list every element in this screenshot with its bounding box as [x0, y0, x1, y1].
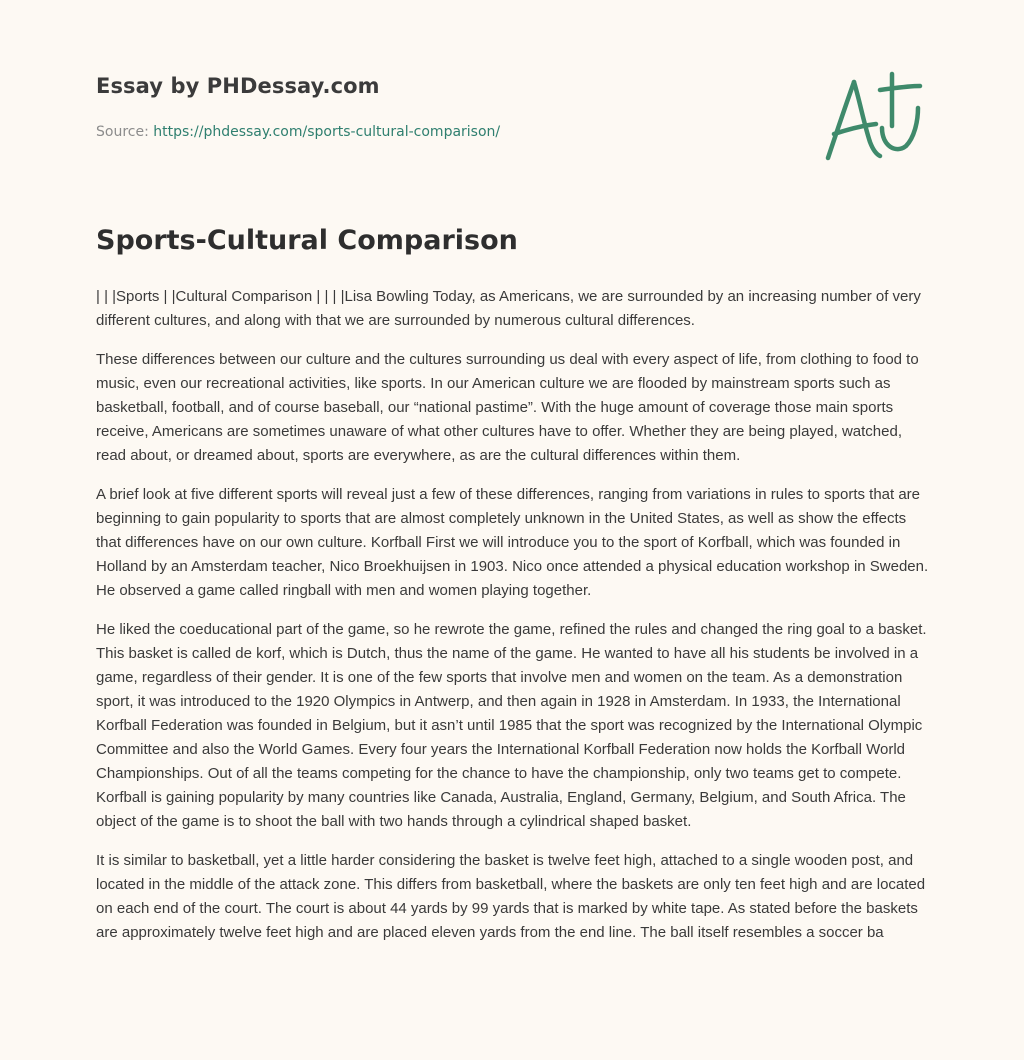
a-plus-logo-svg	[820, 66, 932, 166]
essay-paragraph: He liked the coeducational part of the game, so he rewrote the game, refined the rules and changed the ring goal to a basket. This basket is called de korf, which is Dutch, thus the name of the game. He wanted to have all his students be involved in a game, regardless of their gender. It is one of the few sports that involve men and women on the team. As a demonstration sport, it was introduced to the 1920 Olympics in Antwerp, and then again in 1928 in Amsterdam. In 1933, the International Korfball Federation was founded in Belgium, but it asn’t until 1985 that the sport was recognized by the International Olympic Committee and also the World Games. Every four years the International Korfball Federation now holds the Korfball World Championships. Out of all the teams competing for the chance to have the championship, only two teams get to compete. Korfball is gaining popularity by many countries like Canada, Australia, England, Germany, Belgium, and South Africa. The object of the game is to shoot the ball with two hands through a cylindrical shaped basket.	[96, 621, 927, 830]
essay-body	[96, 285, 932, 960]
site-title: Essay by PHDessay.com	[96, 74, 380, 98]
essay-title: Sports-Cultural Comparison	[96, 225, 518, 256]
source-link[interactable]: https://phdessay.com/sports-cultural-comparison/	[153, 124, 501, 140]
source-line	[96, 124, 500, 140]
essay-paragraph: | | |Sports | |Cultural Comparison | | | |Lisa Bowling Today, as Americans, we are surrounded by an increasing number of very different cultures, and along with that we are surrounded by numerous cultural differences.	[96, 288, 921, 329]
a-plus-logo-icon	[820, 66, 932, 166]
source-label: Source:	[96, 124, 154, 140]
essay-paragraph: A brief look at five different sports will reveal just a few of these differences, ranging from variations in rules to sports that are beginning to gain popularity to sports that are almost completely unknown in the United States, as well as show the effects that differences have on our own culture. Korfball First we will introduce you to the sport of Korfball, which was founded in Holland by an Amsterdam teacher, Nico Broekhuijsen in 1903. Nico once attended a physical education workshop in Sweden. He observed a game called ringball with men and women playing together.	[96, 486, 929, 599]
essay-paragraph: These differences between our culture and the cultures surrounding us deal with every aspect of life, from clothing to food to music, even our recreational activities, like sports. In our American culture we are flooded by mainstream sports such as basketball, football, and of course baseball, our “national pastime”. With the huge amount of coverage those main sports receive, Americans are sometimes unaware of what other cultures have to offer. Whether they are being played, watched, read about, or dreamed about, sports are everywhere, as are the cultural differences within them.	[96, 351, 919, 464]
essay-paragraph: It is similar to basketball, yet a little harder considering the basket is twelve feet high, attached to a single wooden post, and located in the middle of the attack zone. This differs from basketball, where the baskets are only ten feet high and are located on each end of the court. The court is about 44 yards by 99 yards that is marked by white tape. As stated before the baskets are approximately twelve feet high and are placed eleven yards from the end line. The ball itself resembles a soccer ba	[96, 852, 926, 941]
